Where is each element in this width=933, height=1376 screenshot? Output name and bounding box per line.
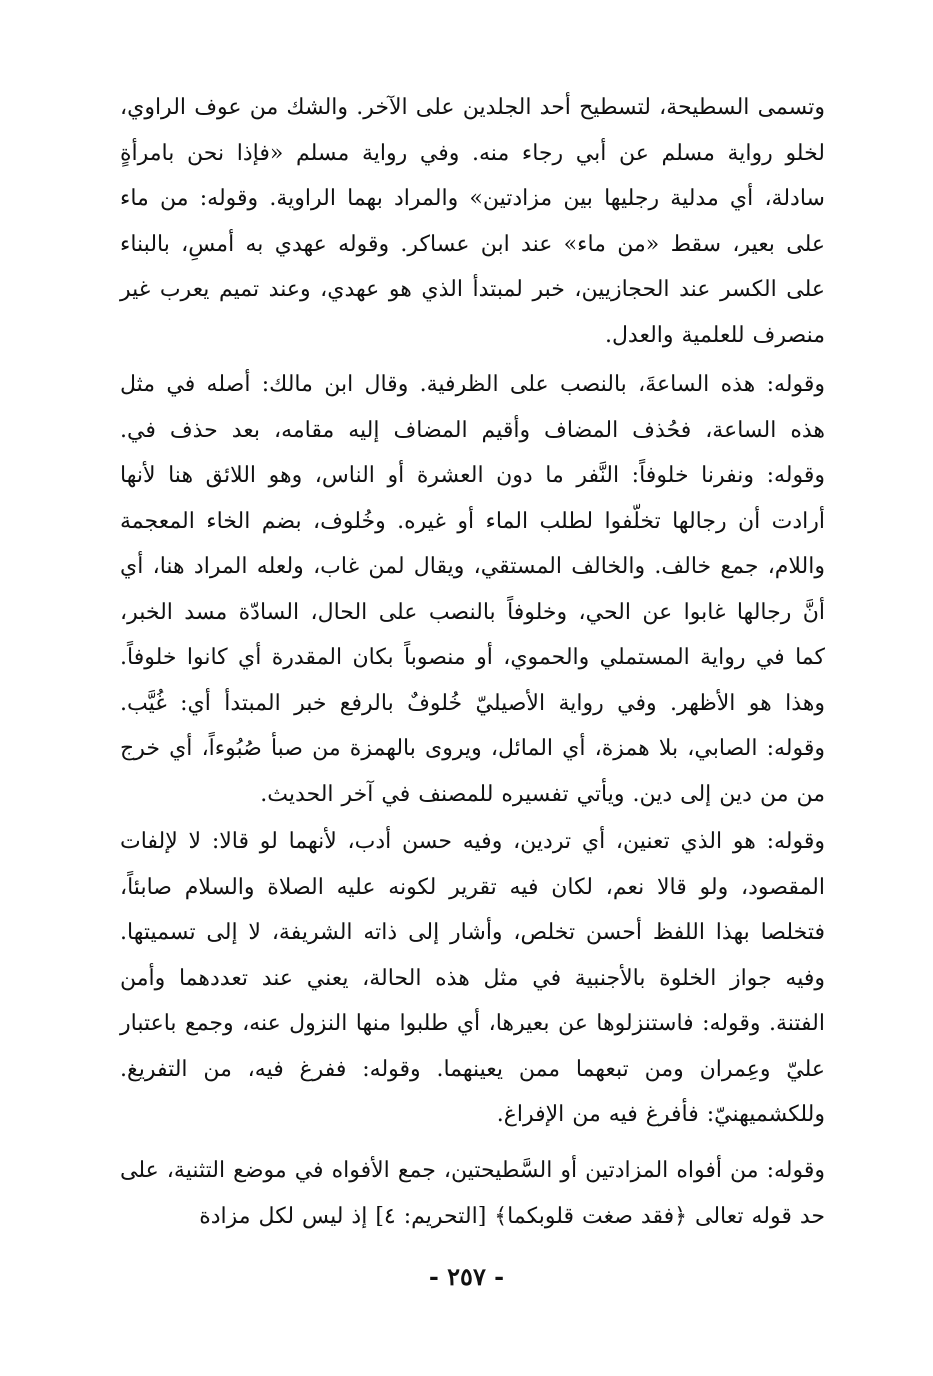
paragraph-1 — [120, 85, 825, 358]
paragraph-3 — [120, 819, 825, 1138]
paragraph-4 — [120, 1148, 825, 1239]
paragraph-text: وقوله: من أفواه المزادتين أو السَّطيحتين، جمع الأفواه في موضع التثنية، على حد قوله تعالى ﴿فقد صغت قلوبكما﴾ [التحريم: ٤] إذ ليس لكل مزادة — [120, 1158, 825, 1229]
paragraph-text: وقوله: هو الذي تعنين، أي تردين، وفيه حسن أدب، لأنهما لو قالا: لا لإلفات المقصود، ولو قالا نعم، لكان فيه تقرير لكونه عليه الصلاة والسلام صابئاً، فتخلصا بهذا اللفظ أحسن تخلص، وأشار إلى ذاته الشريفة، لا إلى تسميتها. وفيه جواز الخلوة بالأجنبية في مثل هذه الحالة، يعني عند تعددهما وأمن الفتنة. وقوله: فاستنزلوها عن بعيرها، أي طلبوا منها النزول عنه، وجمع باعتبار عليّ وعِمران ومن تبعهما ممن يعينهما. وقوله: ففرغ فيه، من التفريغ. وللكشميهنيّ: فأفرغ فيه من الإفراغ. — [120, 829, 825, 1127]
paragraph-2 — [120, 362, 825, 817]
paragraph-text: وقوله: هذه الساعةَ، بالنصب على الظرفية. وقال ابن مالك: أصله في مثل هذه الساعة، فحُذف المضاف وأقيم المضاف إليه مقامه، بعد حذف في. وقوله: ونفرنا خلوفاً: النَّفر ما دون العشرة أو الناس، وهو اللائق هنا لأنها أرادت أن رجالها تخلّفوا لطلب الماء أو غيره. وخُلوف، بضم الخاء المعجمة واللام، جمع خالف. والخالف المستقي، ويقال لمن غاب، ولعله المراد هنا، أي أنَّ رجالها غابوا عن الحي، وخلوفاً بالنصب على الحال، السادّة مسد الخبر، كما في رواية المستملي والحموي، أو منصوباً بكان المقدرة أي كانوا خلوفاً. وهذا هو الأظهر. وفي رواية الأصيليّ خُلوفٌ بالرفع خبر المبتدأ أي: غُيَّب. وقوله: الصابي، بلا همزة، أي المائل، ويروى بالهمزة من صبأ صُبُوءاً، أي خرج من من دين إلى دين. ويأتي تفسيره للمصنف في آخر الحديث. — [120, 372, 825, 807]
page-number: - ٢٥٧ - — [428, 1262, 505, 1291]
paragraph-text: وتسمى السطيحة، لتسطيح أحد الجلدين على الآخر. والشك من عوف الراوي، لخلو رواية مسلم عن أبي رجاء منه. وفي رواية مسلم «فإذا نحن بامرأةٍ سادلة، أي مدلية رجليها بين مزادتين» والمراد بهما الراوية. وقوله: من ماء على بعير، سقط «من ماء» عند ابن عساكر. وقوله عهدي به أمسِ، بالبناء على الكسر عند الحجازيين، خبر لمبتدأ الذي هو عهدي، وعند تميم يعرب غير منصرف للعلمية والعدل. — [120, 95, 826, 348]
